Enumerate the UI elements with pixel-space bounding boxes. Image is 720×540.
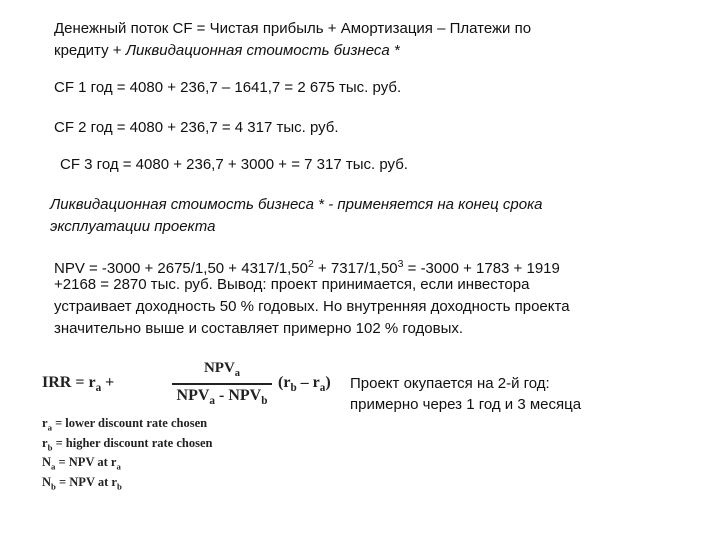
- irr-den-minus: -: [215, 387, 229, 404]
- cf-year-1: CF 1 год = 4080 + 236,7 – 1641,7 = 2 675 тыс. руб.: [54, 79, 402, 96]
- irr-rhs-minus: – r: [296, 374, 320, 391]
- legend-symbol-sub: a: [47, 422, 52, 433]
- npv-line2: +2168 = 2870 тыс. руб. Вывод: проект принимается, если инвестора: [54, 276, 530, 293]
- irr-num-text: NPV: [203, 360, 235, 376]
- legend-symbol: r: [42, 435, 48, 450]
- liquidation-note-line1: Ликвидационная стоимость бизнеса * - применяется на конец срока: [50, 196, 543, 213]
- irr-lhs-sub: a: [95, 382, 102, 395]
- irr-numerator: [172, 360, 272, 382]
- legend-symbol-sub: b: [47, 442, 53, 452]
- legend-symbol-sub: a: [51, 461, 56, 472]
- irr-rhs-sub-b: b: [290, 382, 297, 395]
- irr-rhs-close: ): [325, 374, 331, 391]
- legend-text: = higher discount rate chosen: [52, 435, 213, 450]
- irr-num-sub: a: [234, 368, 241, 379]
- irr-denominator: [172, 387, 272, 407]
- irr-rhs-open: (r: [278, 374, 291, 391]
- cash-flow-definition-line2: [54, 40, 400, 62]
- npv-part-b: + 7317/1,50: [313, 260, 398, 277]
- irr-legend: [42, 416, 212, 494]
- payback-line2: примерно через 1 год и 3 месяца: [350, 396, 582, 413]
- irr-rhs-sub-a: a: [319, 382, 326, 395]
- irr-den-a: NPV: [176, 387, 210, 404]
- irr-formula-rhs: [278, 374, 331, 394]
- irr-den-b: NPV: [228, 387, 262, 404]
- irr-fraction: [172, 360, 272, 407]
- npv-line4: значительно выше и составляет примерно 102 % годовых.: [54, 320, 464, 337]
- payback-line1: Проект окупается на 2-й год:: [350, 375, 550, 392]
- liquidation-value-term: Ликвидационная стоимость бизнеса *: [125, 42, 400, 59]
- liquidation-note-line2: эксплуатации проекта: [50, 218, 216, 235]
- fraction-bar: [172, 383, 272, 385]
- legend-item: [42, 455, 212, 475]
- irr-den-b-sub: b: [261, 395, 268, 408]
- legend-item: [42, 436, 212, 456]
- irr-formula: [40, 360, 340, 491]
- npv-part-a: NPV = -3000 + 2675/1,50 + 4317/1,50: [54, 260, 308, 277]
- irr-plus: +: [101, 374, 115, 391]
- legend-item: [42, 475, 212, 495]
- cf-year-2: CF 2 год = 4080 + 236,7 = 4 317 тыс. руб.: [54, 119, 339, 136]
- legend-symbol: N: [42, 474, 52, 489]
- legend-text: = NPV at r: [55, 474, 117, 489]
- irr-den-a-sub: a: [209, 395, 216, 408]
- npv-exponent-3: 3: [397, 258, 404, 270]
- legend-tail-sub: a: [116, 461, 121, 472]
- irr-lhs-text: IRR = r: [42, 374, 96, 391]
- cf-year-3: CF 3 год = 4080 + 236,7 + 3000 + = 7 317 тыс. руб.: [60, 156, 408, 173]
- npv-exponent-2: 2: [307, 258, 314, 270]
- legend-symbol-sub: b: [51, 481, 56, 491]
- irr-formula-lhs: [42, 374, 114, 394]
- legend-symbol: N: [42, 455, 52, 469]
- cash-flow-definition-plain: кредиту +: [54, 42, 126, 59]
- cash-flow-definition-line1: Денежный поток CF = Чистая прибыль + Амортизация – Платежи по: [54, 20, 532, 37]
- legend-tail-sub: b: [116, 481, 122, 491]
- legend-text: = NPV at r: [55, 455, 117, 469]
- legend-text: = lower discount rate chosen: [51, 416, 208, 430]
- npv-line3: устраивает доходность 50 % годовых. Но внутренняя доходность проекта: [54, 298, 570, 315]
- npv-part-c: = -3000 + 1783 + 1919: [403, 260, 560, 277]
- legend-item: [42, 416, 212, 436]
- legend-symbol: r: [42, 416, 48, 430]
